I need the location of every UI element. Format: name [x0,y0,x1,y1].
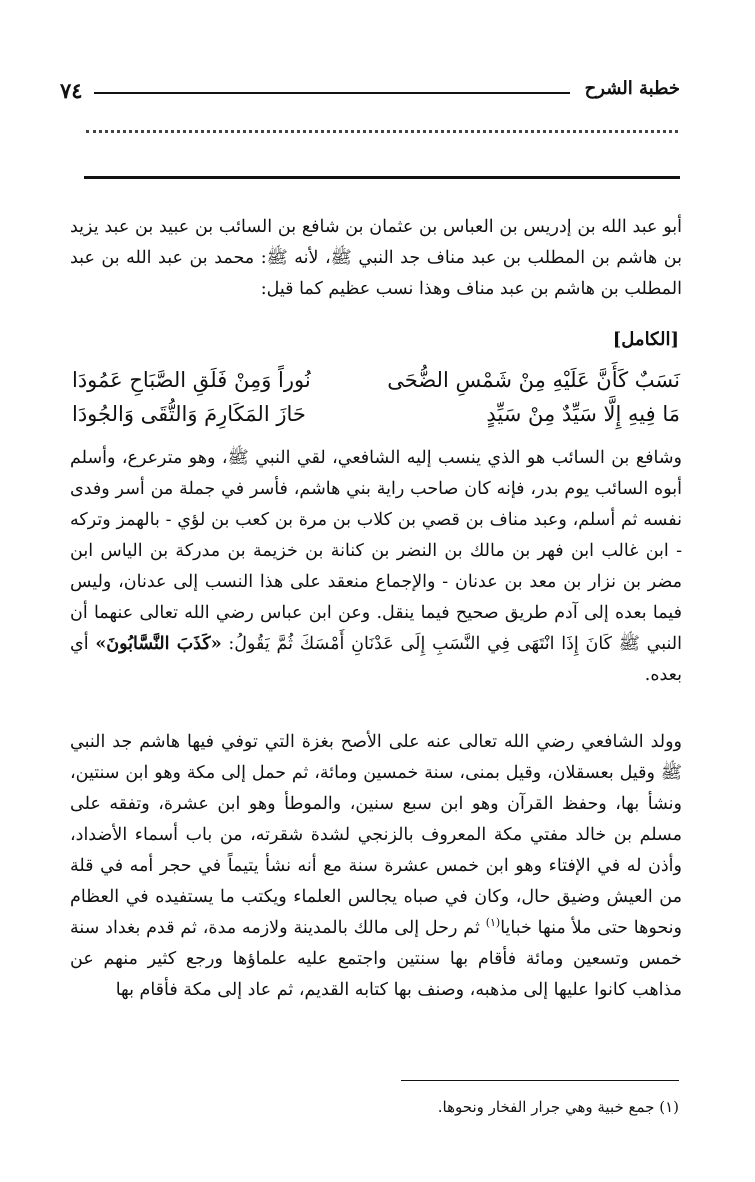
shafi-ibn-saib-paragraph [70,443,682,691]
poem-meter-label: [الكامل] [612,329,679,350]
paragraph-text-end: أي بعده. [70,634,682,685]
poem-verse-1 [72,368,680,402]
top-divider [84,176,680,179]
paragraph-text: وولد الشافعي رضي الله تعالى عنه على الأصح بغزة التي توفي فيها هاشم جد النبي ﷺ وقيل بعسقلان، وقيل بمنى، سنة خمسين ومائة، ثم حمل إلى مكة وهو ابن سنتين، ونشأ بها، وحفظ القرآن وهو ابن سبع سنين، والموطأ وهو ابن عشرة، وتفقه على مسلم بن خالد مفتي مكة المعروف بالزنجي لشدة شقرته، من باب أسماء الأضداد، وأذن له في الإفتاء وهو ابن خمس عشرة سنة مع أنه نشأ يتيماً في حجر أمه في قلة من العيش وضيق حال، وكان في صباه يجالس العلماء ويكتب ما يستفيده في العظام ونحوها حتى ملأ منها خبايا [70,732,682,938]
page-number: ٧٤ [60,78,83,103]
header-rule [94,92,570,94]
poem-verse-2 [72,402,680,436]
footnote-reference[interactable]: (١) [485,916,501,930]
verse-2-first-hemistich: مَا فِيهِ إِلَّا سَيِّدٌ مِنْ سَيِّدٍ [486,402,680,426]
page-header [60,78,680,104]
paragraph-text: وشافع بن السائب هو الذي ينسب إليه الشافعي، لقي النبي ﷺ، وهو مترعرع، وأسلم أبوه السائب يوم بدر، فإنه كان صاحب راية بني هاشم، فأسر في جملة من أسر وفدى نفسه ثم أسلم، وعبد مناف بن قصي بن كلاب بن مرة بن كعب بن لؤي - بالهمز وتركه - ابن غالب ابن فهر بن مالك بن النضر بن كنانة بن خزيمة بن مدركة بن الياس ابن مضر بن نزار بن معد بن عدنان - والإجماع منعقد على هذا النسب إلى عدنان، وليس فيما بعده إلى آدم طريق صحيح فيما ينقل. وعن ابن عباس رضي الله تعالى عنهما أن النبي ﷺ كَانَ إِذَا انْتَهَى فِي النَّسَبِ إِلَى عَدْنَانِ أَمْسَكَ ثُمَّ يَقُولُ: [70,448,682,654]
birth-paragraph [70,727,682,1006]
dotted-separator [86,130,678,133]
footnote: (١) جمع خبية وهي جرار الفخار ونحوها. [437,1098,679,1116]
paragraph-text-continued: ثم رحل إلى مالك بالمدينة ولازمه مدة، ثم قدم بغداد سنة خمس وتسعين ومائة فأقام بها سنتين واجتمع عليه علماؤها ورجع كثير منهم عن مذاهب كانوا عليها إلى مذهبه، وصنف بها كتابه القديم، ثم عاد إلى مكة فأقام بها [70,918,682,1000]
verse-2-second-hemistich: حَازَ المَكَارِمَ وَالتُّقَى وَالجُودَا [72,402,306,426]
lineage-paragraph: أبو عبد الله بن إدريس بن العباس بن عثمان بن شافع بن السائب بن عبيد بن عبد يزيد بن هاشم بن المطلب بن عبد مناف جد النبي ﷺ، لأنه ﷺ: محمد بن عبد الله بن عبد المطلب بن هاشم بن عبد مناف وهذا نسب عظيم كما قيل: [70,217,682,299]
verse-1-first-hemistich: نَسَبٌ كَأَنَّ عَلَيْهِ مِنْ شَمْسِ الضُّحَى [387,368,680,392]
verse-1-second-hemistich: نُوراً وَمِنْ فَلَقِ الصَّبَاحِ عَمُودَا [72,368,311,392]
running-title: خطبة الشرح [584,78,680,99]
hadith-quote: «كَذَبَ النَّسَّابُونَ» [95,634,222,654]
footnote-rule [401,1080,679,1081]
